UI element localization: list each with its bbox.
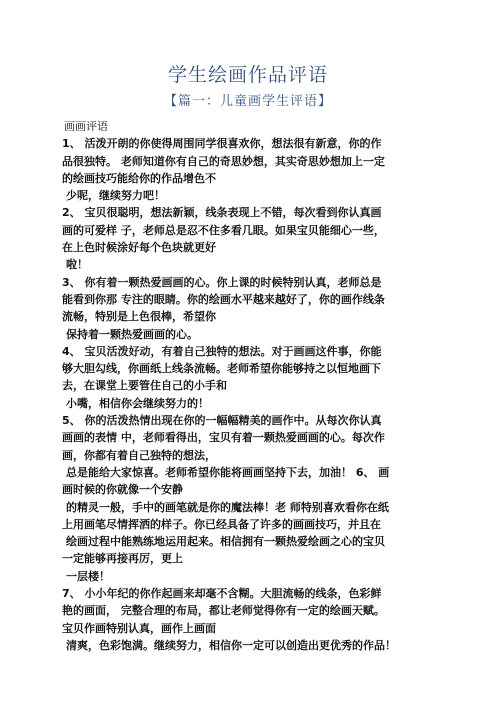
text-line: 艳的画面， 完整合理的布局，都让老师觉得你有一定的绘画天赋。: [62, 604, 385, 618]
text-line: 画画的表情 中，老师看得出，宝贝有着一颗热爱画画的心。每次作: [62, 431, 385, 445]
text-line: 总是能给大家惊喜。老师希望你能将画画坚持下去，加油！ 6、 画: [66, 465, 390, 479]
text-line: 啦！: [66, 258, 88, 272]
text-line: 少呢，继续努力吧！: [66, 189, 165, 203]
document-body: [62, 118, 438, 654]
text-line: 宝贝作画特别认真，画作上画面: [62, 621, 216, 635]
text-line: 4、 宝贝活泼好动，有着自己独特的想法。对于画画这件事，你能: [62, 344, 382, 358]
text-line: 1、 活泼开朗的你使得周围同学很喜欢你，想法很有新意，你的作: [62, 137, 382, 151]
text-line: 在上色时候涂好每个色块就更好: [62, 241, 216, 255]
text-line: 一层楼！: [66, 569, 110, 583]
text-line: 画，你都有着自己独特的想法，: [62, 448, 216, 462]
text-line: 保持着一颗热爱画画的心。: [66, 327, 198, 341]
text-line: 一定能够再接再厉，更上: [62, 552, 183, 566]
text-line: 2、 宝贝很聪明，想法新颖，线条表现上不错，每次看到你认真画: [62, 206, 382, 220]
text-line: 小嘴，相信你会继续努力的！: [66, 396, 209, 410]
text-line: 去，在课堂上要管住自己的小手和: [62, 379, 227, 393]
text-line: 够大胆勾线，你画纸上线条流畅。老师希望你能够持之以恒地画下: [62, 362, 381, 376]
document-title: 学生绘画作品评语: [167, 64, 328, 86]
text-line: 5、 你的活泼热情出现在你的一幅幅精美的画作中。从每次你认真: [62, 414, 382, 428]
text-line: 能看到你那 专注的眼睛。你的绘画水平越来越好了，你的画作线条: [62, 292, 385, 306]
section-heading: 画画评语: [64, 120, 108, 133]
text-line: 清爽，色彩饱满。继续努力，相信你一定可以创造出更优秀的作品！: [66, 638, 396, 652]
text-line: 流畅，特别是上色很棒，希望你: [62, 310, 216, 324]
text-line: 画时候的你就像一个安静: [62, 483, 183, 497]
text-line: 上用画笔尽情挥洒的样子。你已经具备了许多的画画技巧，并且在: [62, 517, 381, 531]
text-line: 画的可爱样 子，老师总是忍不住多看几眼。如果宝贝能细心一些，: [62, 223, 385, 237]
text-line: 的绘画技巧能给你的作品增色不: [62, 171, 216, 185]
text-line: 7、 小小年纪的你作起画来却毫不含糊。大胆流畅的线条，色彩鲜: [62, 587, 382, 601]
text-line: 品很独特。 老师知道你有自己的奇思妙想，其实奇思妙想加上一定: [62, 154, 385, 168]
document-subtitle: 【篇一：儿童画学生评语】: [163, 94, 332, 109]
text-line: 绘画过程中能熟练地运用起来。相信拥有一颗热爱绘画之心的宝贝: [66, 535, 385, 549]
text-line: 3、 你有着一颗热爱画画的心。你上课的时候特别认真，老师总是: [62, 275, 382, 289]
text-line: 的精灵一般，手中的画笔就是你的魔法棒！老 师特别喜欢看你在纸: [66, 500, 389, 514]
